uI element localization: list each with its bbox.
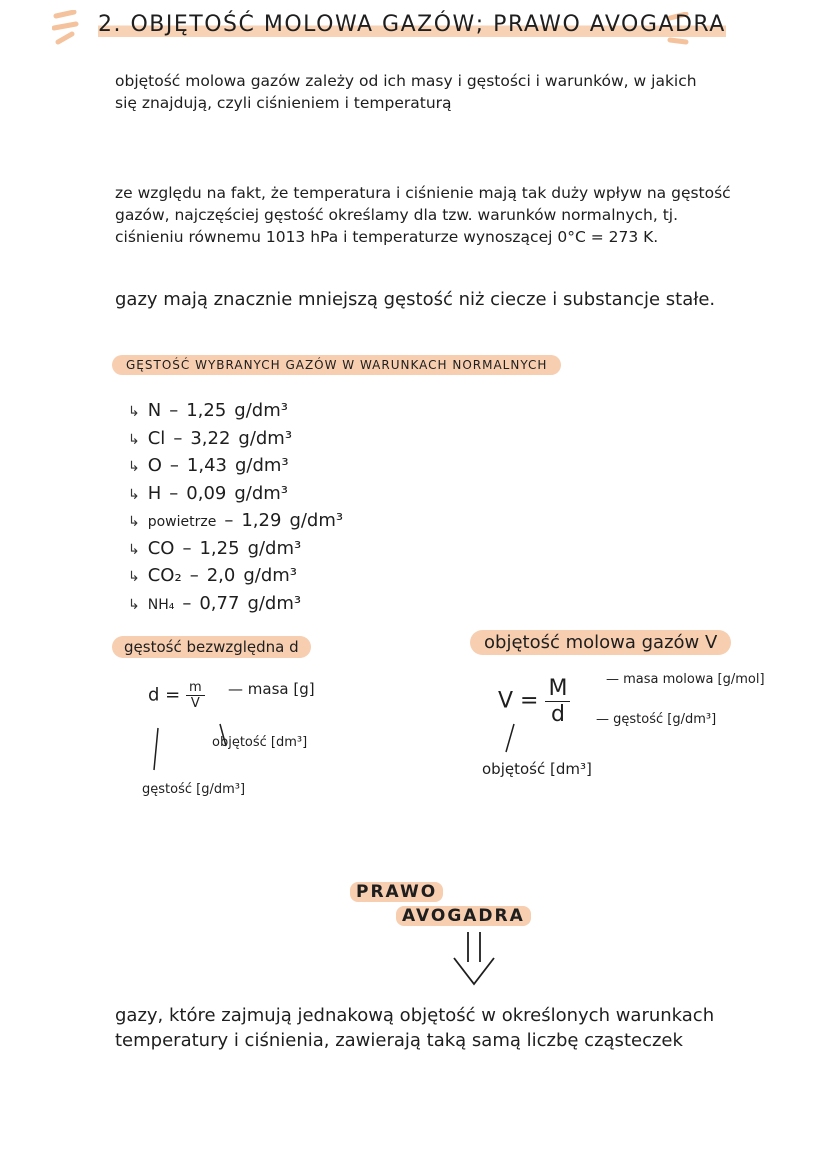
arrow-right-icon: ↳: [128, 404, 140, 420]
pointer-lines-icon: [150, 722, 230, 782]
list-item: ↳ N – 1,25 g/dm³: [128, 398, 343, 426]
list-item: ↳ CO₂ – 2,0 g/dm³: [128, 563, 343, 591]
decoration-strokes-icon: [52, 10, 86, 50]
arrow-right-icon: ↳: [128, 569, 140, 585]
list-item: ↳ CO – 1,25 g/dm³: [128, 536, 343, 564]
molar-density-label: — gęstość [g/dm³]: [596, 712, 717, 727]
pointer-line-icon: [500, 722, 520, 756]
molar-mass-label: — masa molowa [g/mol]: [606, 672, 765, 687]
paragraph-gas-density: gazy mają znacznie mniejszą gęstość niż ciecze i substancje stałe.: [115, 289, 716, 310]
molar-volume-label: objętość [dm³]: [482, 760, 592, 778]
absolute-density-formula: d = $\frac{m}{V}$: [148, 680, 205, 711]
arrow-right-icon: ↳: [128, 596, 140, 613]
arrow-down-icon: [448, 928, 500, 988]
paragraph-molar-volume: objętość molowa gazów zależy od ich masy i gęstości i warunków, w jakich się znajdują, czyli ciśnieniem i temperaturą: [115, 72, 697, 112]
arrow-right-icon: ↳: [128, 486, 140, 503]
molar-volume-heading: objętość molowa gazów V: [470, 630, 731, 655]
list-item: ↳ O – 1,43 g/dm³: [128, 453, 343, 481]
law-title: PRAWO AVOGADRA: [350, 880, 531, 928]
volume-label: objętość [dm³]: [212, 735, 308, 750]
arrow-right-icon: ↳: [128, 431, 140, 448]
mass-label: — masa [g]: [228, 680, 315, 698]
list-item: ↳ Cl – 3,22 g/dm³: [128, 426, 343, 454]
list-item: ↳ powietrze – 1,29 g/dm³: [128, 508, 343, 536]
absolute-density-heading: gęstość bezwzględna d: [112, 636, 311, 658]
molar-volume-formula: V = $\frac{M}{d}$: [498, 676, 570, 727]
density-label: gęstość [g/dm³]: [142, 782, 246, 797]
paragraph-normal-conditions: ze względu na fakt, że temperatura i ciśnienie mają tak duży wpływ na gęstość gazów, najczęściej gęstość określamy dla tzw. warunków normalnych, tj. ciśnieniu równemu 1013 hPa i temperaturze wynoszącej 0°C = 273 K.: [115, 184, 731, 246]
list-item: ↳ H – 0,09 g/dm³: [128, 481, 343, 509]
gases-heading: GĘSTOŚĆ WYBRANYCH GAZÓW W WARUNKACH NORMALNYCH: [112, 355, 561, 375]
law-statement: gazy, które zajmują jednakową objętość w określonych warunkach temperatury i ciśnienia, zawierają taką samą liczbę cząsteczek: [115, 1005, 715, 1051]
arrow-right-icon: ↳: [128, 541, 140, 558]
arrow-right-icon: ↳: [128, 459, 140, 475]
list-item: ↳ NH₄ – 0,77 g/dm³: [128, 591, 343, 619]
page-title: 2. OBJĘTOŚĆ MOLOWA GAZÓW; PRAWO AVOGADRA: [98, 12, 726, 37]
arrow-right-icon: ↳: [128, 514, 140, 530]
gas-density-list: [128, 398, 343, 618]
